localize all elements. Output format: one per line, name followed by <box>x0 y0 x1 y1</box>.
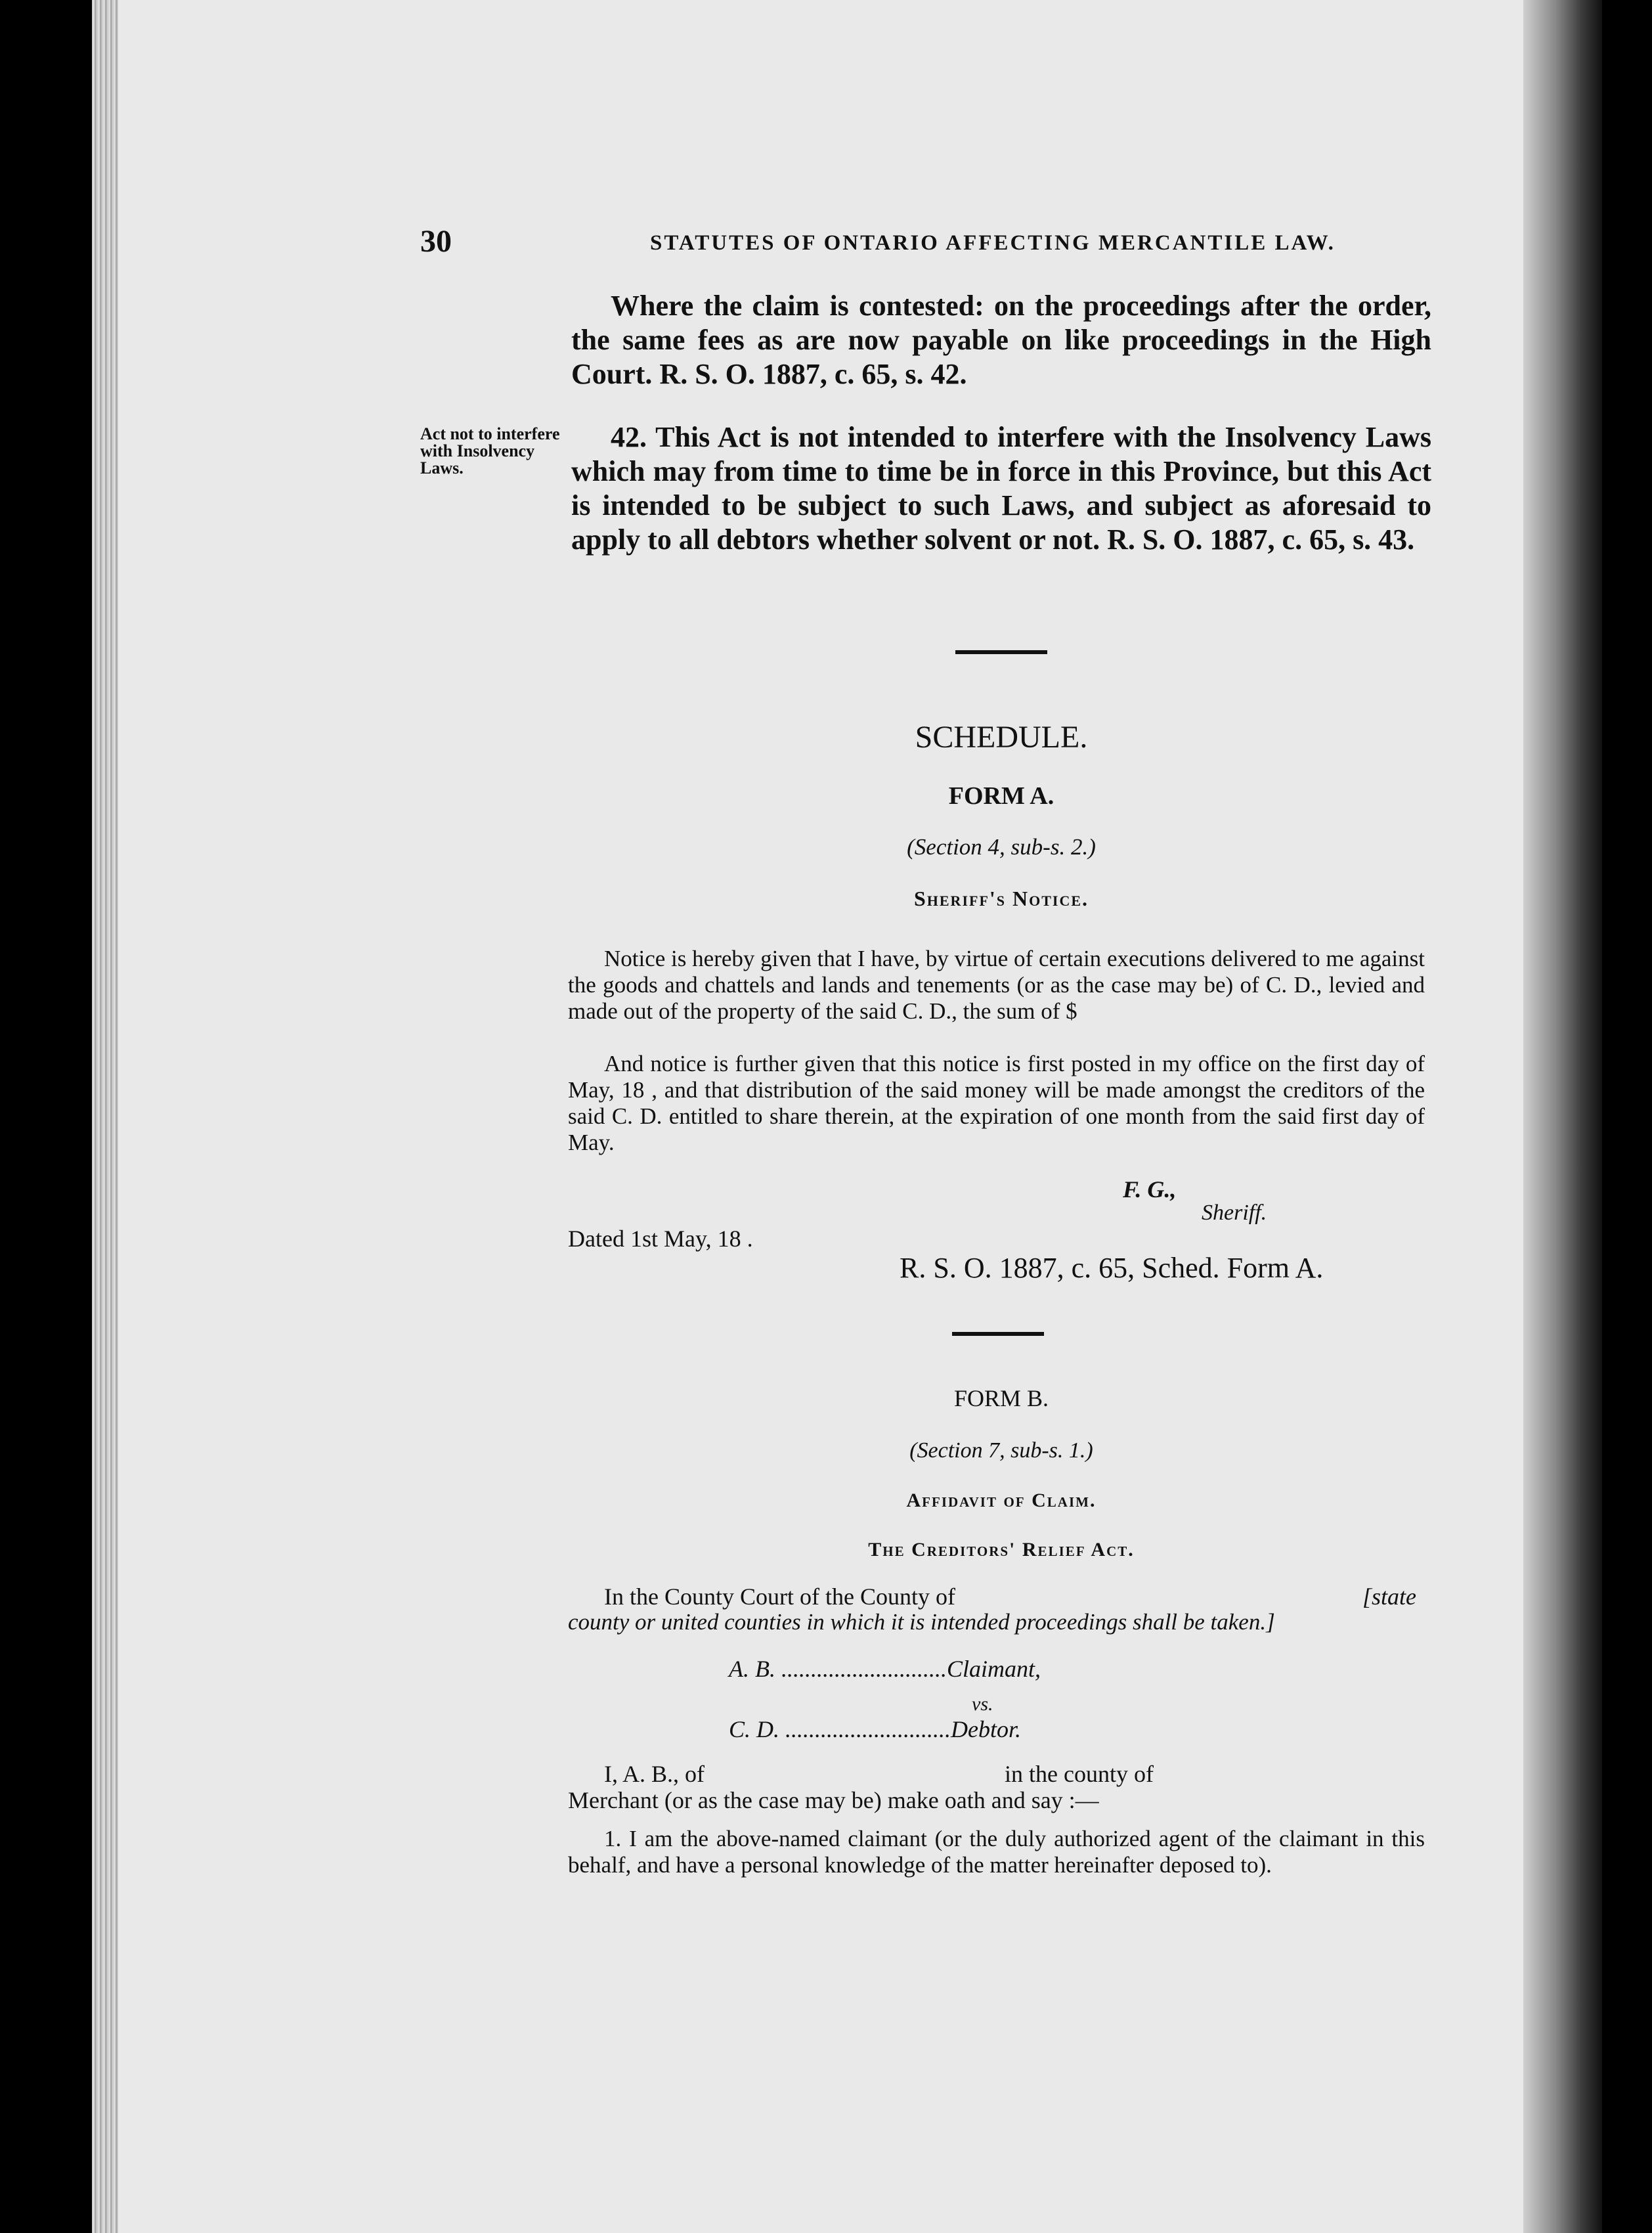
form-b-court-bracket: [state <box>1362 1583 1417 1610</box>
section-42-text: This Act is not intended to interfere with the Insolvency Laws which may from time to time be in force in this Province, but this Act is intended to be subject to such Laws, and subject as aforesaid to apply to all debtors whether solvent or not. R. S. O. 1887, c. 65, s. 43. <box>571 421 1431 556</box>
form-b-title: FORM B. <box>953 1385 1049 1411</box>
form-a-dated: Dated 1st May, 18 . <box>568 1226 753 1252</box>
form-b-debtor-line: C. D. ............................Debtor. <box>729 1716 1022 1742</box>
form-b-item-1: 1. I am the above-named claimant (or the duly authorized agent of the claimant in this behalf, and have a personal knowledge of the matter hereinafter deposed to). <box>568 1826 1425 1878</box>
form-a-section-ref: (Section 4, sub-s. 2.) <box>907 834 1096 860</box>
form-b-vs: vs. <box>972 1693 993 1715</box>
form-a-notice-para1: Notice is hereby given that I have, by virtue of certain executions delivered to me against the goods and chattels and lands and tenements (or as the case may be) of C. D., levied and made out of the property of the said C. D., the sum of $ <box>568 946 1425 1024</box>
form-b-oath-line-1b: in the county of <box>1005 1761 1154 1787</box>
sidenote-insolvency: Act not to interfere with Insolvency Laws. <box>420 424 560 477</box>
book-page-edges <box>92 0 118 2233</box>
form-b-oath-line-1a: I, A. B., of <box>604 1761 705 1787</box>
section-42 <box>571 420 1431 557</box>
divider-rule <box>952 1332 1044 1336</box>
form-a-heading: Sheriff's Notice. <box>913 887 1089 910</box>
schedule-title: SCHEDULE. <box>915 720 1088 755</box>
form-b-claimant-line: A. B. ............................Claimant, <box>729 1656 1041 1682</box>
form-b-section-ref: (Section 7, sub-s. 1.) <box>909 1438 1093 1463</box>
form-b-oath-line-2: Merchant (or as the case may be) make oath and say :— <box>568 1787 1099 1813</box>
form-a-signature-name: F. G., <box>1123 1176 1177 1203</box>
divider-rule <box>955 650 1047 654</box>
book-spine-shadow <box>1523 0 1602 2233</box>
form-b-act-name: The Creditors' Relief Act. <box>868 1539 1135 1560</box>
para-contested-claim: Where the claim is contested: on the proceedings after the order, the same fees as are now payable on like proceedings in the High Court. R. S. O. 1887, c. 65, s. 42. <box>571 290 1431 390</box>
form-a-signature-title: Sheriff. <box>1202 1201 1267 1225</box>
form-b-court-line-2: county or united counties in which it is intended proceedings shall be taken.] <box>568 1609 1275 1635</box>
page-number: 30 <box>420 224 452 259</box>
form-b-court-line-1: In the County Court of the County of <box>604 1583 955 1610</box>
running-title: STATUTES OF ONTARIO AFFECTING MERCANTILE LAW. <box>650 231 1336 255</box>
form-a-title: FORM A. <box>948 782 1054 810</box>
form-b-heading: Affidavit of Claim. <box>906 1490 1097 1511</box>
form-a-notice-para2: And notice is further given that this notice is first posted in my office on the first day of May, 18 , and that distribution of the said money will be made amongst the creditors of the said C. D. entitled to share therein, at the expiration of one month from the said first day of May. <box>568 1051 1425 1155</box>
section-42-number: 42. <box>611 421 647 453</box>
form-a-citation: R. S. O. 1887, c. 65, Sched. Form A. <box>900 1252 1324 1284</box>
